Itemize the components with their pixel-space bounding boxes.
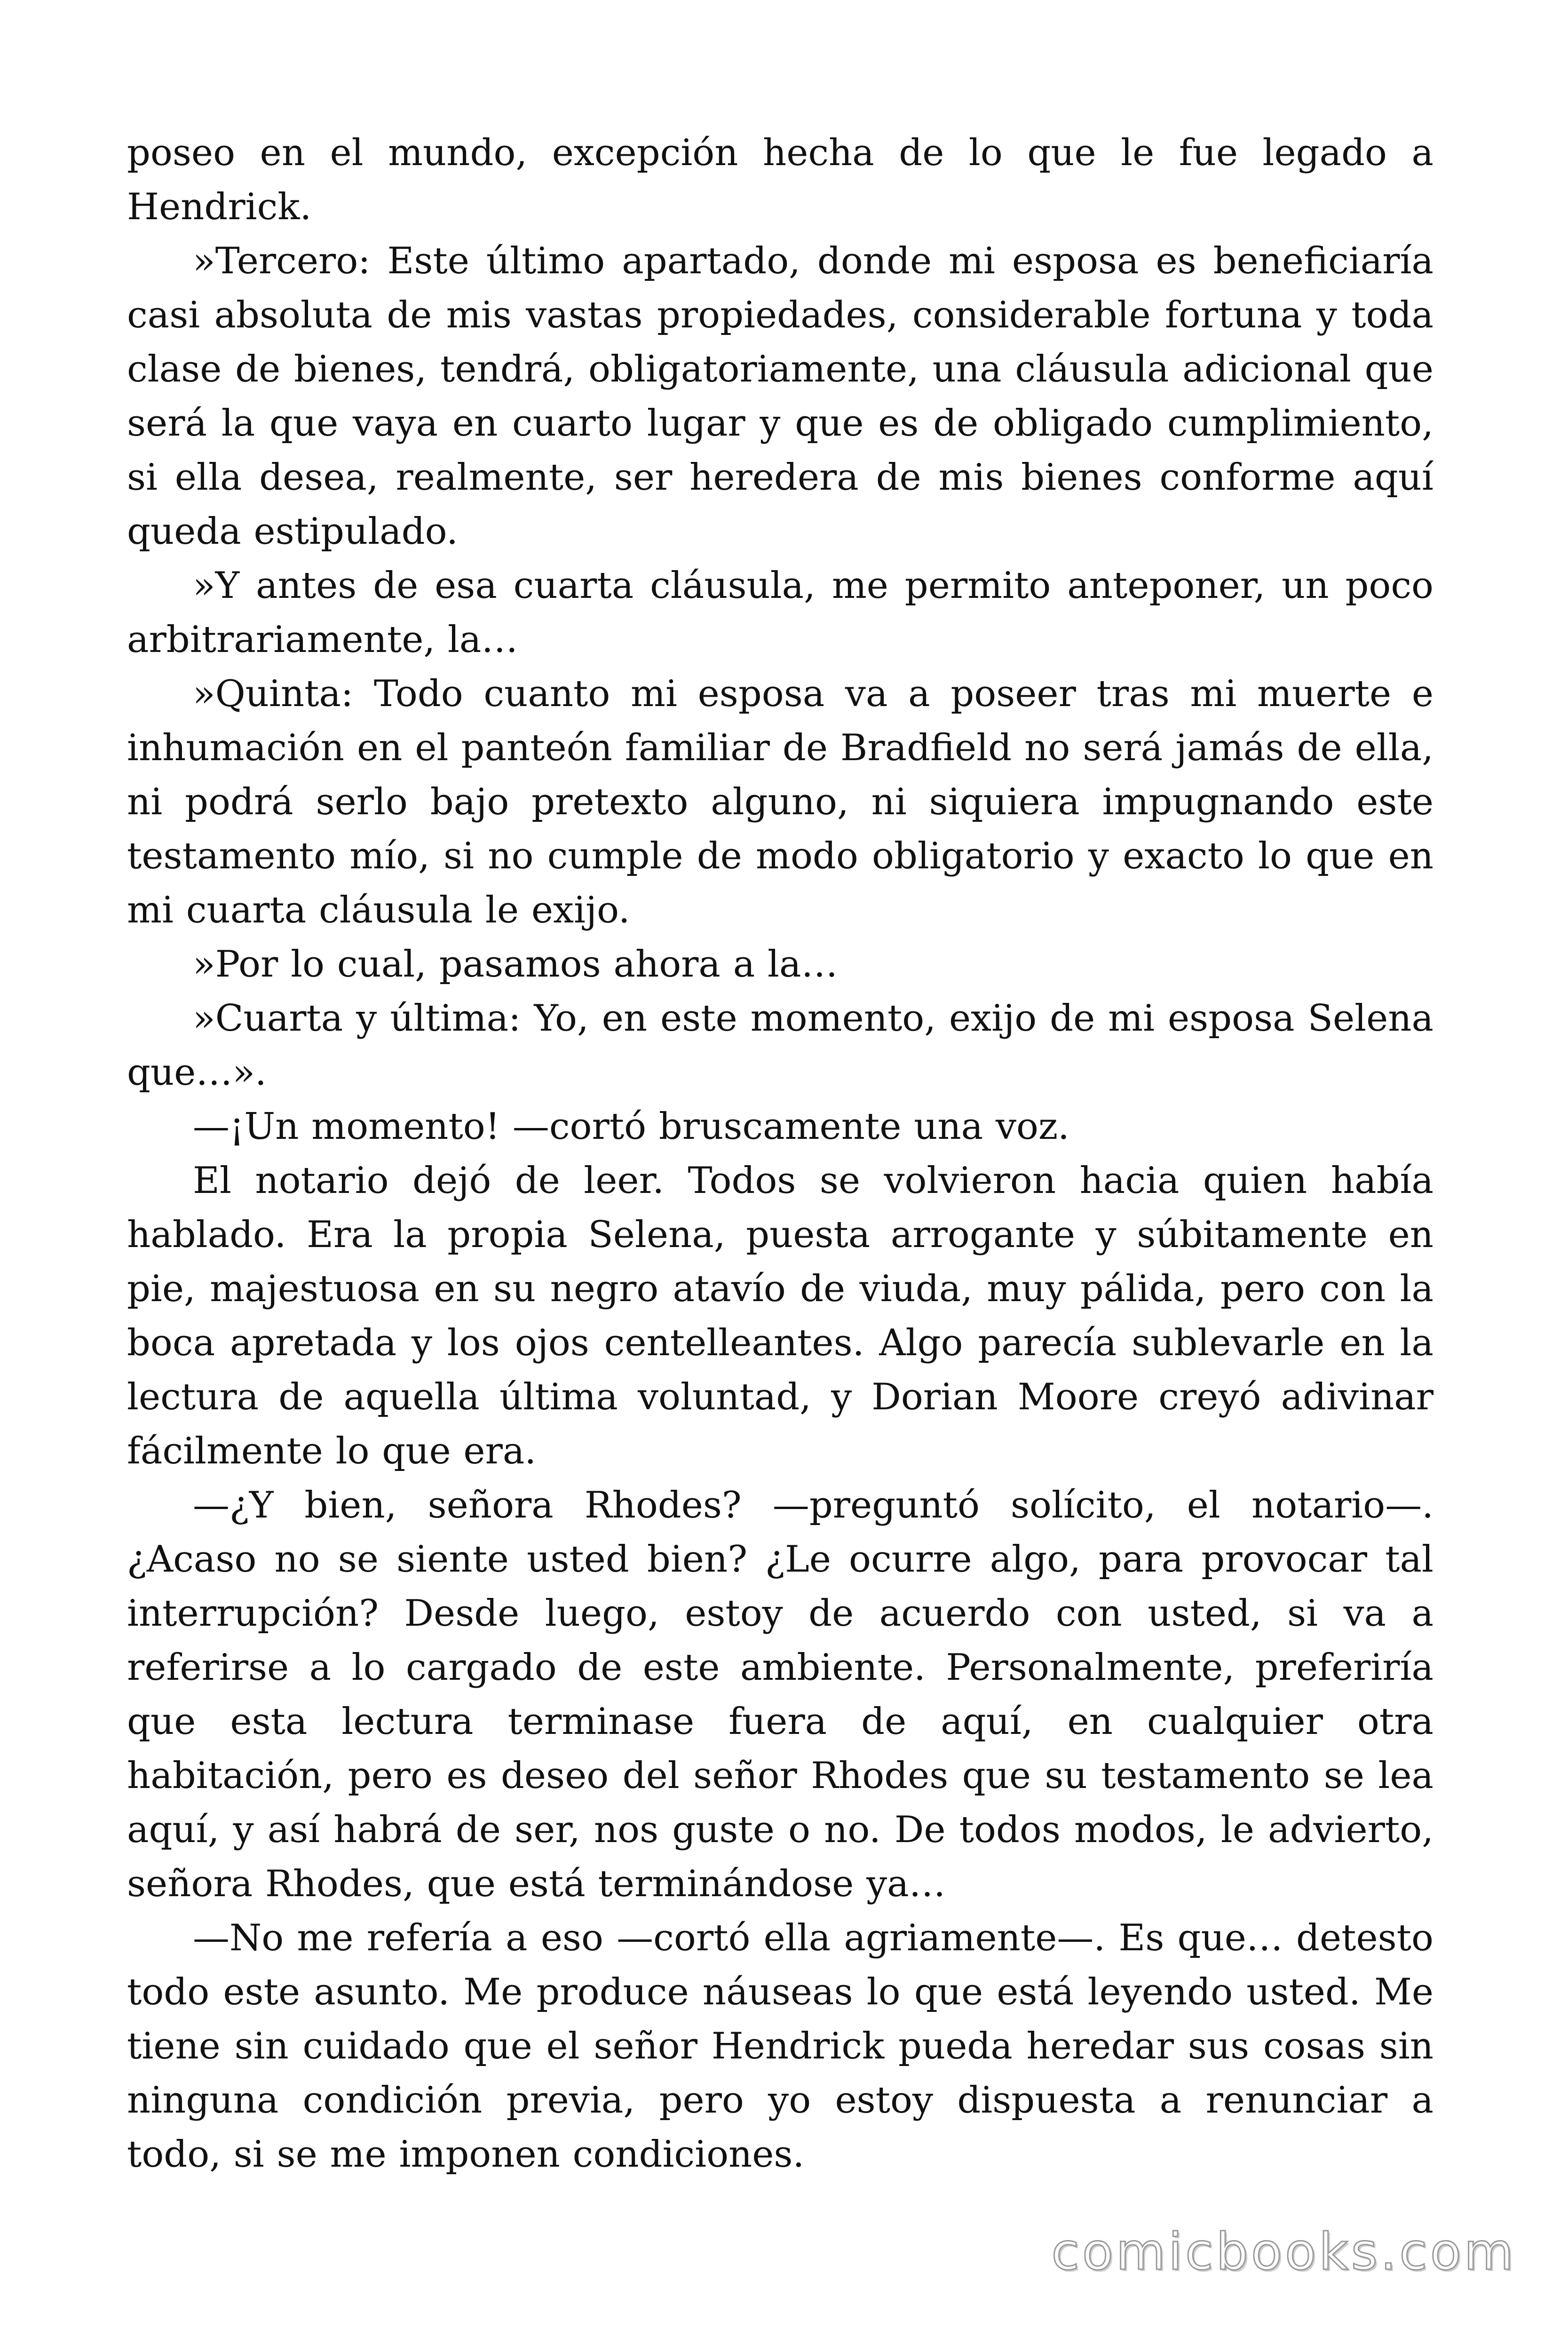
paragraph-tercero: »Tercero: Este último apartado, donde mi esposa es beneficiaría casi absoluta de mis vastas propiedades, considerable fortuna y toda clase de bienes, tendrá, obligatoriamente, una cláusula adicional que será la que vaya en cuarto lugar y que es de obligado cumplimiento, si ella desea, realmente, ser heredera de mis bienes conforme aquí queda estipulado. xyxy=(127,240,1433,553)
paragraph-notario: El notario dejó de leer. Todos se volvieron hacia quien había hablado. Era la propia Selena, puesta arrogante y súbitamente en pie, majestuosa en su negro atavío de viuda, muy pálida, pero con la boca apretada y los ojos centelleantes. Algo parecía sublevarle en la lectura de aquella última voluntad, y Dorian Moore creyó adivinar fácilmente lo que era. xyxy=(127,1160,1433,1472)
paragraph-antes-cuarta: »Y antes de esa cuarta cláusula, me permito anteponer, un poco arbitrariamente, la… xyxy=(127,564,1433,661)
paragraph-por-lo-cual: »Por lo cual, pasamos ahora a la… xyxy=(193,943,838,985)
watermark-logo: comicbooks.com xyxy=(1051,2223,1516,2281)
book-page-text xyxy=(127,126,1433,2182)
paragraph-quinta: »Quinta: Todo cuanto mi esposa va a poseer tras mi muerte e inhumación en el panteón familiar de Bradfield no será jamás de ella, ni podrá serlo bajo pretexto alguno, ni siquiera impugnando este testamento mío, si no cumple de modo obligatorio y exacto lo que en mi cuarta cláusula le exijo. xyxy=(127,673,1433,931)
paragraph-cuarta: »Cuarta y última: Yo, en este momento, exijo de mi esposa Selena que…». xyxy=(127,997,1433,1094)
paragraph-y-bien: —¿Y bien, señora Rhodes? —preguntó solícito, el notario—. ¿Acaso no se siente usted bien? ¿Le ocurre algo, para provocar tal interrupción? Desde luego, estoy de acuerdo con usted, si va a referirse a lo cargado de este ambiente. Personalmente, preferiría que esta lectura terminase fuera de aquí, en cualquier otra habitación, pero es deseo del señor Rhodes que su testamento se lea aquí, y así habrá de ser, nos guste o no. De todos modos, le advierto, señora Rhodes, que está terminándose ya… xyxy=(127,1484,1433,1905)
paragraph-un-momento: —¡Un momento! —cortó bruscamente una voz. xyxy=(193,1105,1069,1148)
paragraph-continuation: poseo en el mundo, excepción hecha de lo que le fue legado a Hendrick. xyxy=(127,132,1433,228)
paragraph-no-me-referia: —No me refería a eso —cortó ella agriamente—. Es que… detesto todo este asunto. Me produce náuseas lo que está leyendo usted. Me tiene sin cuidado que el señor Hendrick pueda heredar sus cosas sin ninguna condición previa, pero yo estoy dispuesta a renunciar a todo, si se me imponen condiciones. xyxy=(127,1917,1433,2176)
